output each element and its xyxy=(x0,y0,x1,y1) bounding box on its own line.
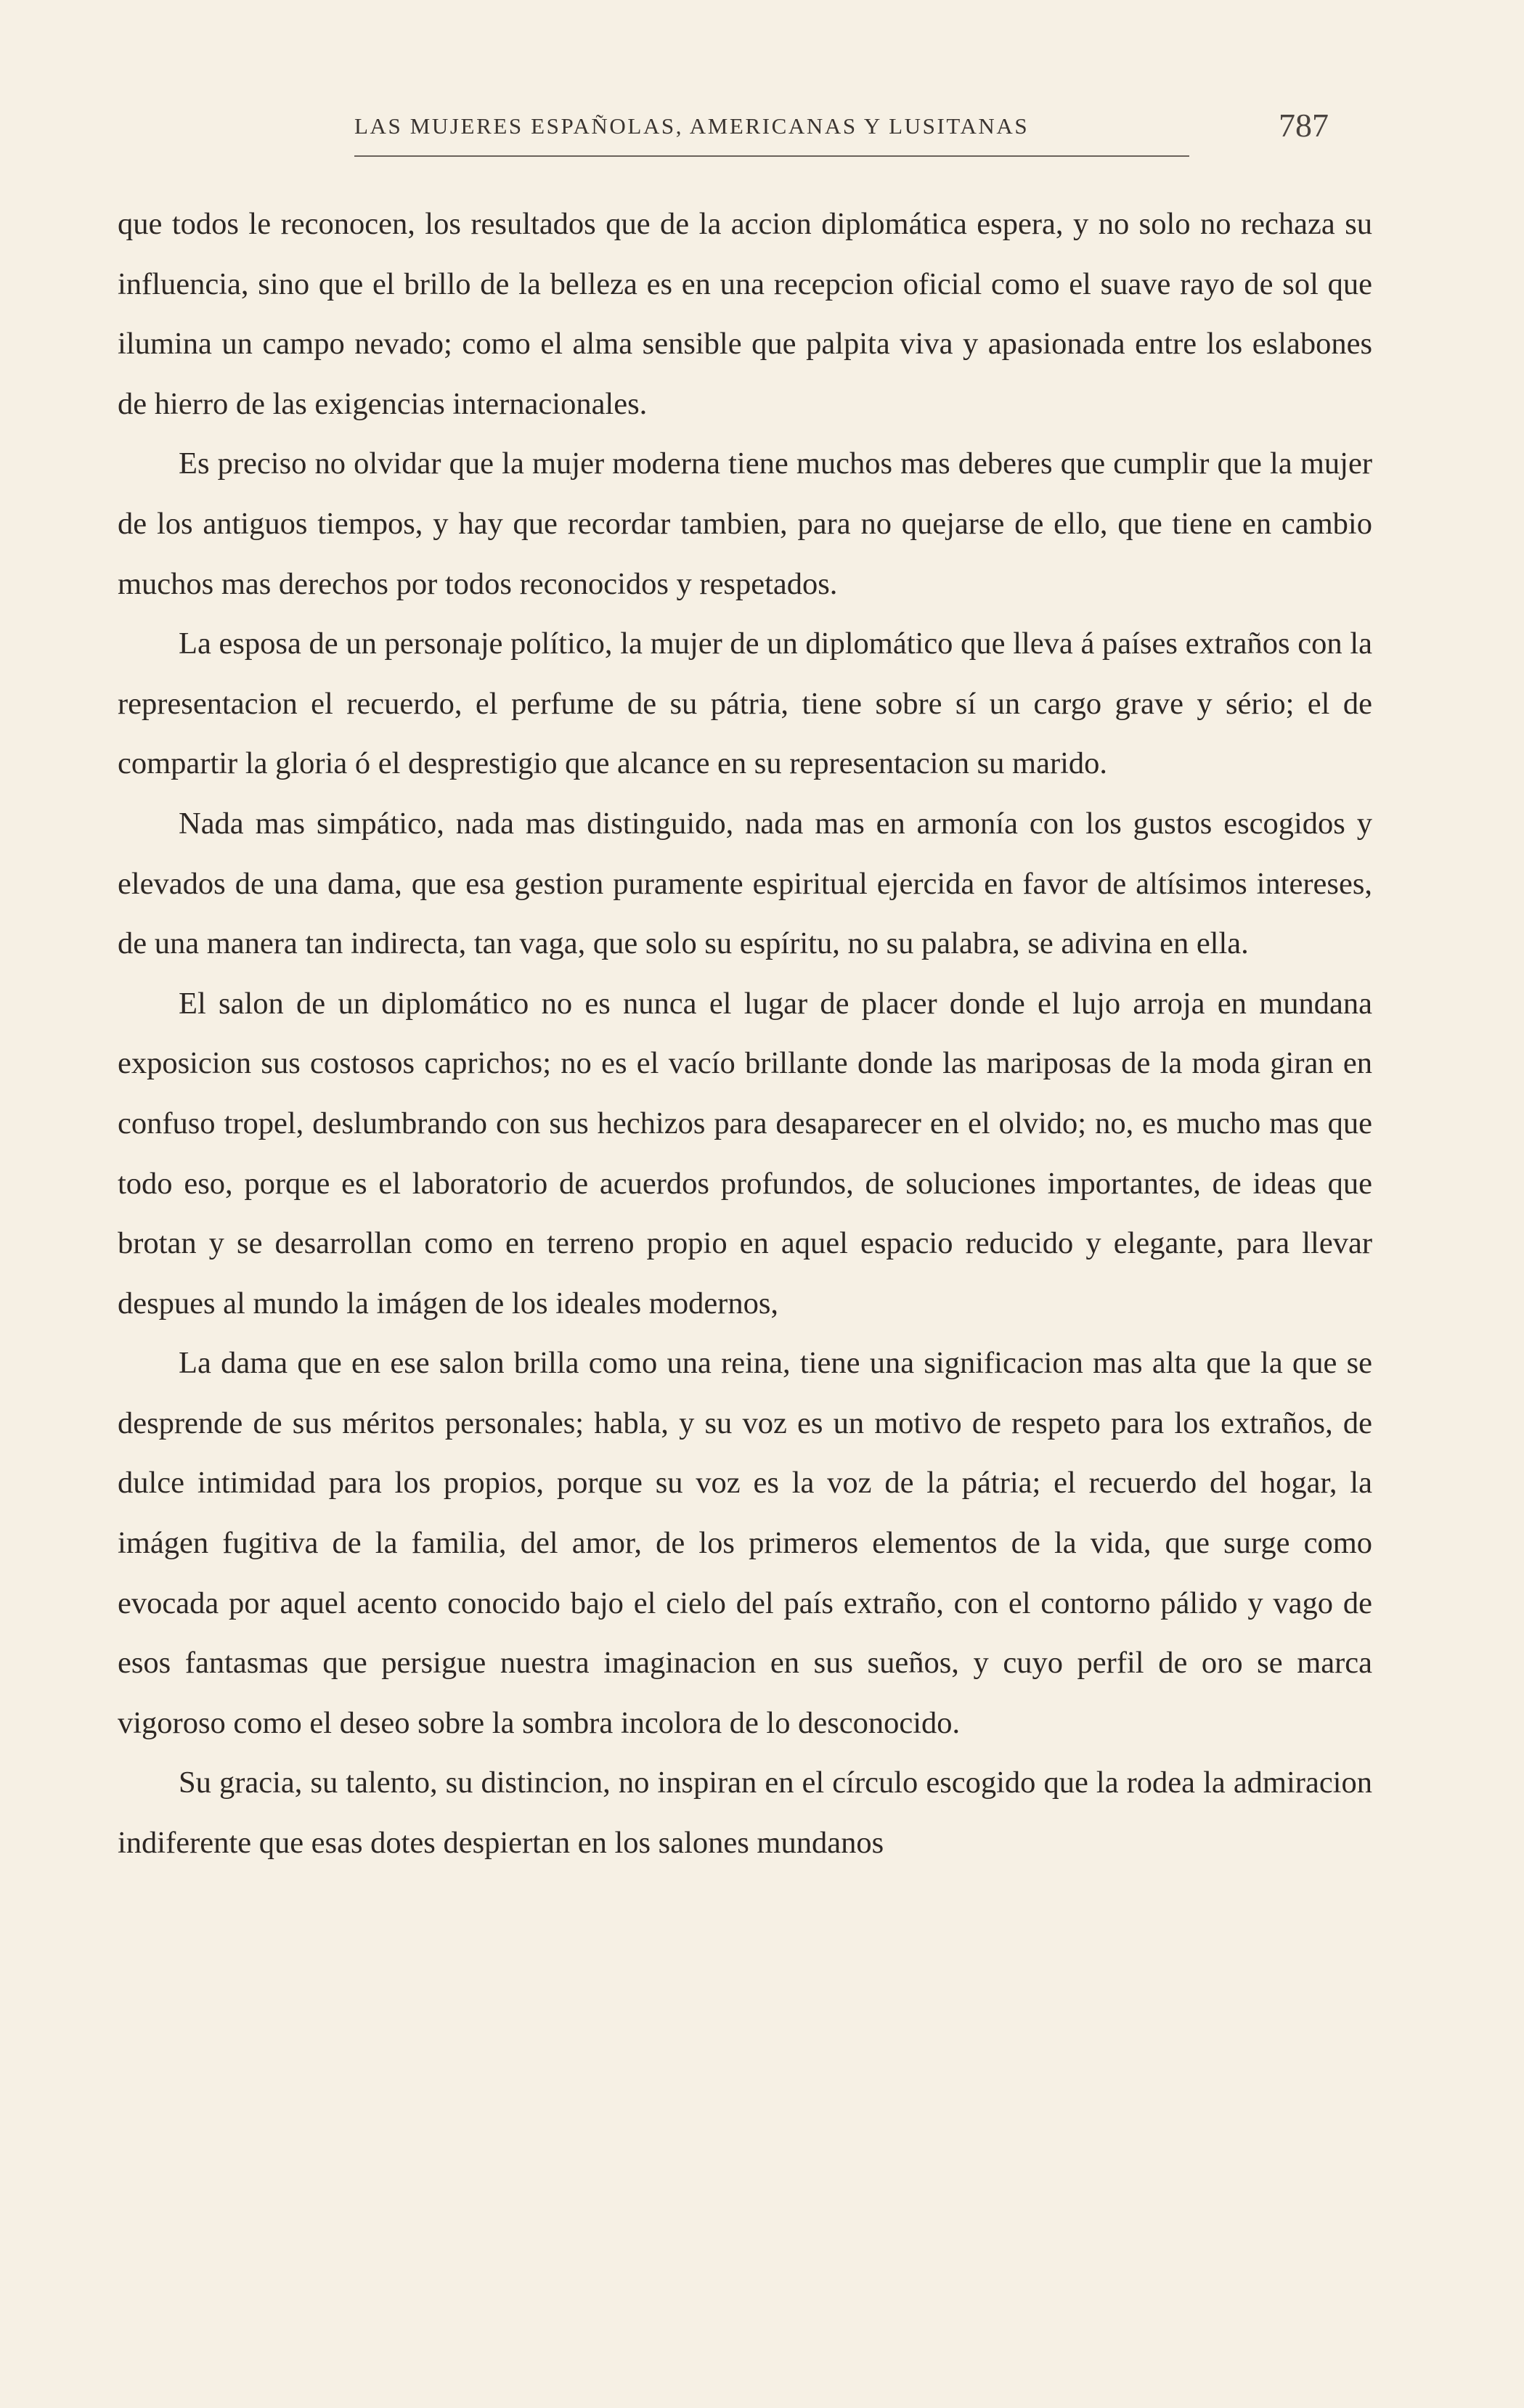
header-rule xyxy=(354,155,1189,157)
paragraph: La esposa de un personaje político, la mujer de un diplomático que lleva á países extraños con la representacion el recuerdo, el perfume de su pátria, tiene sobre sí un cargo grave y sério; el de compartir la gloria ó el desprestigio que alcance en su representacion su marido. xyxy=(118,627,1372,781)
paragraph: Nada mas simpático, nada mas distinguido, nada mas en armonía con los gustos escogidos y elevados de una dama, que esa gestion puramente espiritual ejercida en favor de altísimos intereses, de una manera tan indirecta, tan vaga, que solo su espíritu, no su palabra, se adivina en ella. xyxy=(118,806,1372,961)
page-number: 787 xyxy=(1279,107,1329,144)
paragraph: que todos le reconocen, los resultados que de la accion diplomática espera, y no solo no rechaza su influencia, sino que el brillo de la belleza es en una recepcion oficial como el suave rayo de sol que ilumina un campo nevado; como el alma sensible que palpita viva y apasionada entre los eslabones de hierro de las exigencias internacionales. xyxy=(118,207,1372,421)
running-header xyxy=(354,109,1329,155)
body-text xyxy=(118,195,1372,1874)
paragraph: El salon de un diplomático no es nunca el lugar de placer donde el lujo arroja en mundana exposicion sus costosos caprichos; no es el vacío brillante donde las mariposas de la moda giran en confuso tropel, deslumbrando con sus hechizos para desaparecer en el olvido; no, es mucho mas que todo eso, porque es el laboratorio de acuerdos profundos, de soluciones importantes, de ideas que brotan y se desarrollan como en terreno propio en aquel espacio reducido y elegante, para llevar despues al mundo la imágen de los ideales modernos, xyxy=(118,986,1372,1321)
paragraph: Su gracia, su talento, su distincion, no inspiran en el círculo escogido que la rodea la admiracion indiferente que esas dotes despiertan en los salones mundanos xyxy=(118,1766,1372,1861)
running-title: LAS MUJERES ESPAÑOLAS, AMERICANAS Y LUSITANAS xyxy=(354,113,1030,139)
paragraph: Es preciso no olvidar que la mujer moderna tiene muchos mas deberes que cumplir que la mujer de los antiguos tiempos, y hay que recordar tambien, para no quejarse de ello, que tiene en cambio muchos mas derechos por todos reconocidos y respetados. xyxy=(118,446,1372,601)
paragraph: La dama que en ese salon brilla como una reina, tiene una significacion mas alta que la que se desprende de sus méritos personales; habla, y su voz es un motivo de respeto para los extraños, de dulce intimidad para los propios, porque su voz es la voz de la pátria; el recuerdo del hogar, la imágen fugitiva de la familia, del amor, de los primeros elementos de la vida, que surge como evocada por aquel acento conocido bajo el cielo del país extraño, con el contorno pálido y vago de esos fantasmas que persigue nuestra imaginacion en sus sueños, y cuyo perfil de oro se marca vigoroso como el deseo sobre la sombra incolora de lo desconocido. xyxy=(118,1346,1372,1740)
